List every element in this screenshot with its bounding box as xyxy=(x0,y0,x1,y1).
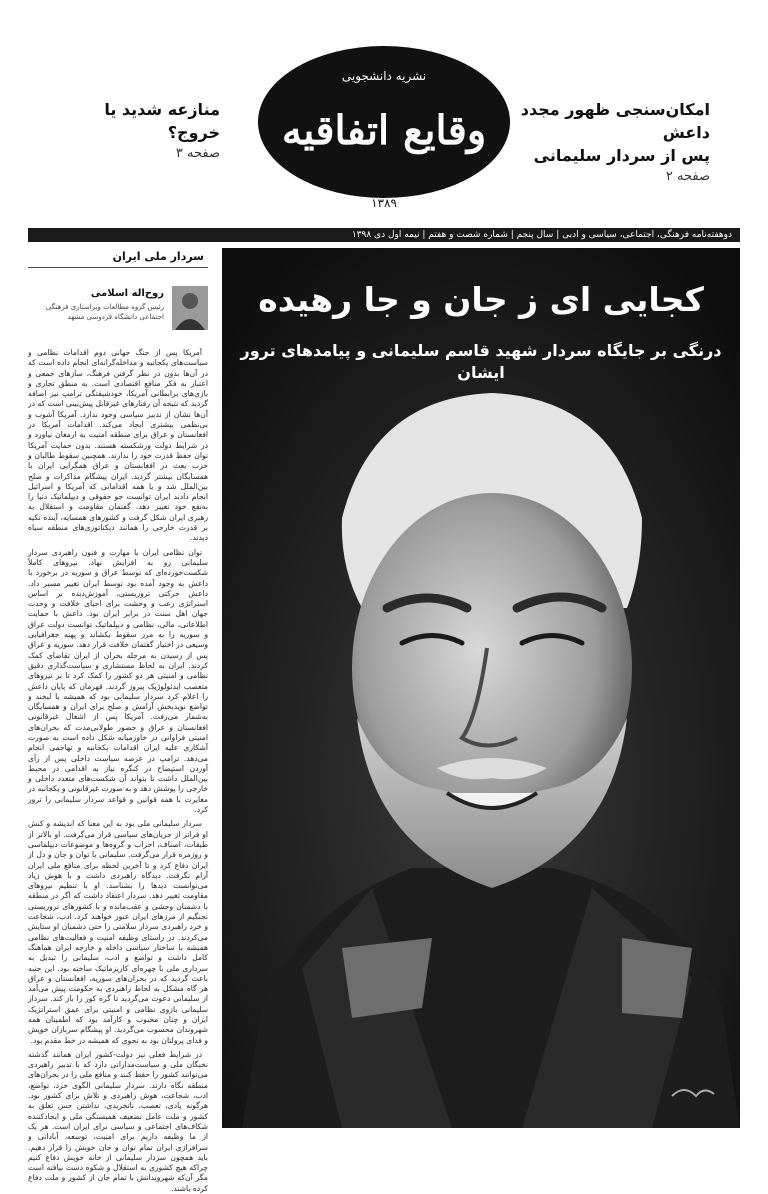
cover-headline[interactable]: کجایی ای ز جان و جا رهیده xyxy=(258,280,704,319)
teaser-right[interactable] xyxy=(520,98,710,184)
column-body xyxy=(28,348,208,1193)
author-box xyxy=(28,286,208,332)
teaser-left[interactable] xyxy=(60,98,220,161)
logo-oval xyxy=(255,40,513,210)
cover-photo-panel xyxy=(222,248,740,1128)
column-title: سردار ملی ایران xyxy=(28,248,208,268)
teaser-right-headline-line1[interactable]: امکان‌سنجی ظهور مجدد داعش xyxy=(520,100,710,142)
teaser-left-headline[interactable]: منازعه شدید یا خروج؟ xyxy=(104,100,220,142)
body-paragraph: آمریکا پس از جنگ جهانی دوم اقدامات نظامی و سیاست‌های یکجانبه و مداخله‌گرانه‌ای انجام داده است که در آن‌ها بدون در نظر گرفتن فرهنگ، سازهای جمعی و اعتبار به فکر منافع اقتصادی است. به منطق تجاری و بازی‌های برابطانی آمریکا، خودشیفتگی ترامپ نیز اضافه گردید که نتیجه آن رفتارهای غیرقابل پیش‌بینی است که در آن‌ها نشان از تدبیر سیاسی وجود ندارد. آمریکا آشوب و بی‌نظمی بیشتری ایجاد می‌کند. اقدامات آمریکا در افغانستان و عراق برای منطقه امنیت به ارمغان نیاورد و در شرایط دولت ورشکسته هستند. بدون حمایت آمریکا توان حفظ قدرت خود را ندارند. همچنین سقوط طالبان و حزب بعث در افغانستان و عراق همگرایی ایران با همسایگان بیشتر گردید. ایران پیشگام مذاکرات و صلح بین‌الملل شد و با همه اقداماتی که آمریکا و اسرائیل انجام دادند ایران توانست جو حقوقی و دیپلماتیک دنیا را به‌نفع خود تغییر دهد. گفتمان مقاومت و استقلال به رهبری ایران شکل گرفت و کشورهای همسایه، آینده تکیه بر قدرت خارجی را همانند دیکتاتوری‌های منطقه سیاه دیدند. xyxy=(28,348,208,543)
issue-info-strip: دوهفته‌نامه فرهنگی، اجتماعی، سیاسی و ادبی | سال پنجم | شماره شصت و هفتم | نیمه اول دی ۱۳۹۸ xyxy=(28,228,740,242)
cover-subheadline: درنگی بر جایگاه سردار شهید قاسم سلیمانی و پیامدهای ترور ایشان xyxy=(240,341,722,382)
body-paragraph: توان نظامی ایران با مهارت و فنون راهبردی سردار سلیمانی رو به افزایش نهاد. نیروهای کاملاً شکست‌خورده‌ای که توسط عراق و سوریه در برخورد با داعش به وجود آمده بود توسط ایران تغییر مسیر داد. داعش حرکتی تروریستی، آموزش‌دیده بر اساس استراتژی رعب و وحشت برای احیای خلافت و وحدت جهان اهل سنت در برابر ایران بود. داعش با حمایت اطلاعاتی، مالی، نظامی و دیپلماتیک توانست دولت عراق و سوریه را به مرز سقوط بکشاند و پهنه جغرافیایی وسیعی در اختیار گفتمان خلافت قرار دهد. سوریه و عراق پس از رسیدن به مرحله بحران از ایران تقاضای کمک کردند. ایران به لحاظ مستشاری و سیاست‌گذاری دقیق نظامی و امنیتی هر دو کشور را کمک کرد تا بر نیروهای متعصب ایدئولوژیک پیروز گردند. قهرمان که پایان داعش را اعلام کرد سردار سلیمانی بود که همیشه با لبخند و تواضع نویدبخش آرامش و صلح برای ایران و همسایگان به‌شمار می‌رفت. آمریکا پس از اشغال غیرقانونی افغانستان و عراق و حضور طولانی‌مدت که بحران‌های امنیتی فراوانی در خاورمیانه شکل داده است به صورت آشکاری علیه ایران اقدامات یکجانبه و تهاجمی انجام می‌دهد. ترامپ در عرصه سیاست داخلی پس از رأی آوردن استیضاح در کنگره نیاز به اقدامی در محیط بین‌الملل داشت تا بتواند آن شکست‌های متعدد داخلی و خارجی را پوشش دهد و به صورت غیرقانونی و یکجانبه در مغایرت با همه قوانین و قواعد سردار سلیمانی را ترور کرد. xyxy=(28,547,208,815)
logo-year: ۱۳۸۹ xyxy=(371,196,397,210)
opinion-column xyxy=(28,248,208,1193)
teaser-left-page: صفحه ۳ xyxy=(175,146,220,161)
author-role: رئیس گروه مطالعات ویراستاری فرهنگی اجتماعی دانشگاه فردوسی مشهد xyxy=(45,303,164,321)
teaser-right-headline-line2[interactable]: پس از سردار سلیمانی xyxy=(533,146,710,165)
author-name: روح‌اله اسلامی xyxy=(90,288,164,299)
author-photo xyxy=(172,286,208,330)
author-avatar-icon xyxy=(172,286,208,330)
masthead xyxy=(0,0,768,225)
logo-title: وقایع اتفاقیه xyxy=(281,107,487,154)
logo-subtitle: نشریه دانشجویی xyxy=(341,69,427,83)
body-paragraph: در شرایط فعلی نیز دولت-کشور ایران همانند گذشته نخبگان ملی و سیاست‌مدارانی دارد که با تدبیر راهبردی می‌توانند کشور را حفظ کنند و منافع ملی را در بحران‌های منطقه نگاه دارند. سردار سلیمانی الگوی خرد، تواضع، ادب، شجاعت، هوش راهبردی و تلاش برای کشور بود. هرگونه پادی، تعصب، ناتخریدی، نداشتن حس تعلق به کشور و ملت عامل تضعیف همبستگی ملی و ایجادکننده شکاف‌های اجتماعی و سیاسی برای ایران است. هر یک از ما وظیفه داریم برای امنیت، توسعه، آبادانی و سرافرازی ایران تمام توان و جان خویش را قرار دهیم. باید همچون سردار سلیمانی از خانه خویش دفاع کنیم چراکه هیچ کشوری به استقلال و شکوه دست نیافته است مگر آن‌که شهروندانش با تمام جان از کشور و ملت دفاع کرده باشند. xyxy=(28,1049,208,1193)
right-collar-insignia xyxy=(622,938,692,1018)
left-collar-insignia xyxy=(342,938,432,1018)
teaser-right-page: صفحه ۲ xyxy=(665,169,710,184)
body-paragraph: سردار سلیمانی ملی بود به این معنا که اندیشه و کنش او فراتر از جریان‌های سیاسی قرار می‌گرفت. او بالاتر از طبقات، اصناف، احزاب و گروه‌ها و موضوعات دیپلماسی و روزمره قرار می‌گرفت. سلیمانی با توان و جان و دل از ایران دفاع کرد و تا آخرین لحظه برای منافع ملی ایران آرام نگرفت. دیدگاه راهبردی داشت و با هوش زیاد می‌توانست دیدها را بشناسد. او با تنظیم نیروهای مقاومت تغییر دهد. سردار اعتقاد داشت که اگر در منطقه با دشمنان وحشی و عقب‌مانده و با کشورهای تروریستی نجنگیم از مرزهای ایران عبور خواهند کرد. ادب، شجاعت و خرد راهبردی سردار سلامتی را حتی دشمنان او ستایش می‌کردند. در راستای وظیفه امنیت و فعالیت‌های نظامی همیشه با ساختار سیاسی داخله و خارجه ایران هماهنگ کامل داشت و تواضع و ادب، سلیمانی را تبدیل به سرداری ملی با چهره‌ای کاریزماتیک ساخته بود. این جنبه باعث گردید که در بحران‌های سوریه، افغانستان و عراق هر گاه مشکل به لحاظ راهبردی به حکومت پیش می‌آمد از سلیمانی دعوت می‌گردید تا گره کور را باز کند. سردار سلیمانی بازوی نظامی و امنیتی برای عمق استراتژیک ایران و چنان محبوب و کاراَمد بود که اطمینان همه شهروندان محسوب می‌گردید. او پیشگام سربازان خویش و فدای پرولتان بود به نحوی که همیشه در خط مقدم بود. xyxy=(28,819,208,1045)
